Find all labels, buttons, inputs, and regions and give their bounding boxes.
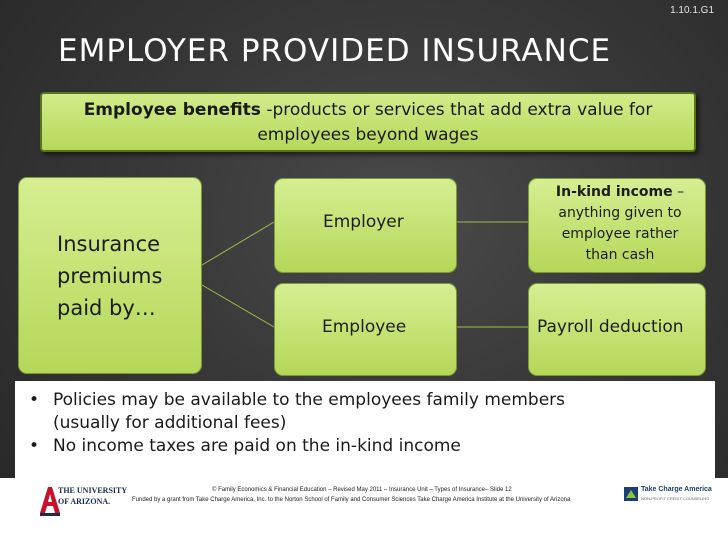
left-box-line: premiums — [57, 264, 163, 288]
footer-credit-1: © Family Economics & Financial Education – Revised May 2011 – Insurance Unit – Types of Insurance– Slide 12 — [212, 487, 512, 493]
definition-box — [40, 92, 696, 152]
university-name — [58, 485, 127, 507]
definition-term: Employee benefits — [83, 100, 261, 120]
definition-line-1 — [42, 98, 694, 123]
insurance-premiums-box — [18, 177, 202, 374]
footer-credit-2: Funded by a grant from Take Charge America, Inc. to the Norton School of Family and Consumer Sciences Take Charge America Institute at the University of Arizona — [132, 497, 571, 503]
inkind-line: than cash — [585, 247, 655, 263]
definition-text-2: employees beyond wages — [257, 125, 479, 145]
bullet-item — [25, 435, 715, 458]
inkind-income-text — [536, 182, 704, 266]
inkind-line: employee rather — [561, 226, 679, 242]
bullet-text: Policies may be available to the employees family members — [53, 390, 566, 410]
bullet-dot-icon: • — [29, 436, 40, 456]
inkind-term: In-kind income — [555, 184, 673, 200]
left-box-line: paid by… — [57, 296, 156, 320]
university-line: OF ARIZONA. — [58, 497, 111, 506]
partner-tagline: NON-PROFIT CREDIT COUNSELING — [641, 496, 710, 501]
left-box-line: Insurance — [57, 232, 161, 256]
employee-label: Employee — [322, 317, 407, 337]
slide-code: 1.10.1.G1 — [670, 5, 714, 16]
employer-label: Employer — [323, 212, 404, 232]
partner-logo-text: Take Charge America — [641, 486, 712, 493]
inkind-line: anything given to — [558, 205, 682, 221]
bullet-text: (usually for additional fees) — [53, 413, 287, 433]
slide-title: EMPLOYER PROVIDED INSURANCE — [58, 33, 612, 69]
inkind-dash: – — [672, 184, 685, 200]
bullet-list — [15, 381, 715, 479]
bullet-item — [25, 389, 715, 435]
payroll-deduction-label: Payroll deduction — [537, 317, 684, 337]
definition-text-1: -products or services that add extra value for — [260, 100, 653, 120]
bullet-dot-icon: • — [29, 390, 40, 410]
university-line: THE UNIVERSITY — [58, 486, 128, 495]
bullet-text: No income taxes are paid on the in-kind income — [53, 436, 461, 456]
